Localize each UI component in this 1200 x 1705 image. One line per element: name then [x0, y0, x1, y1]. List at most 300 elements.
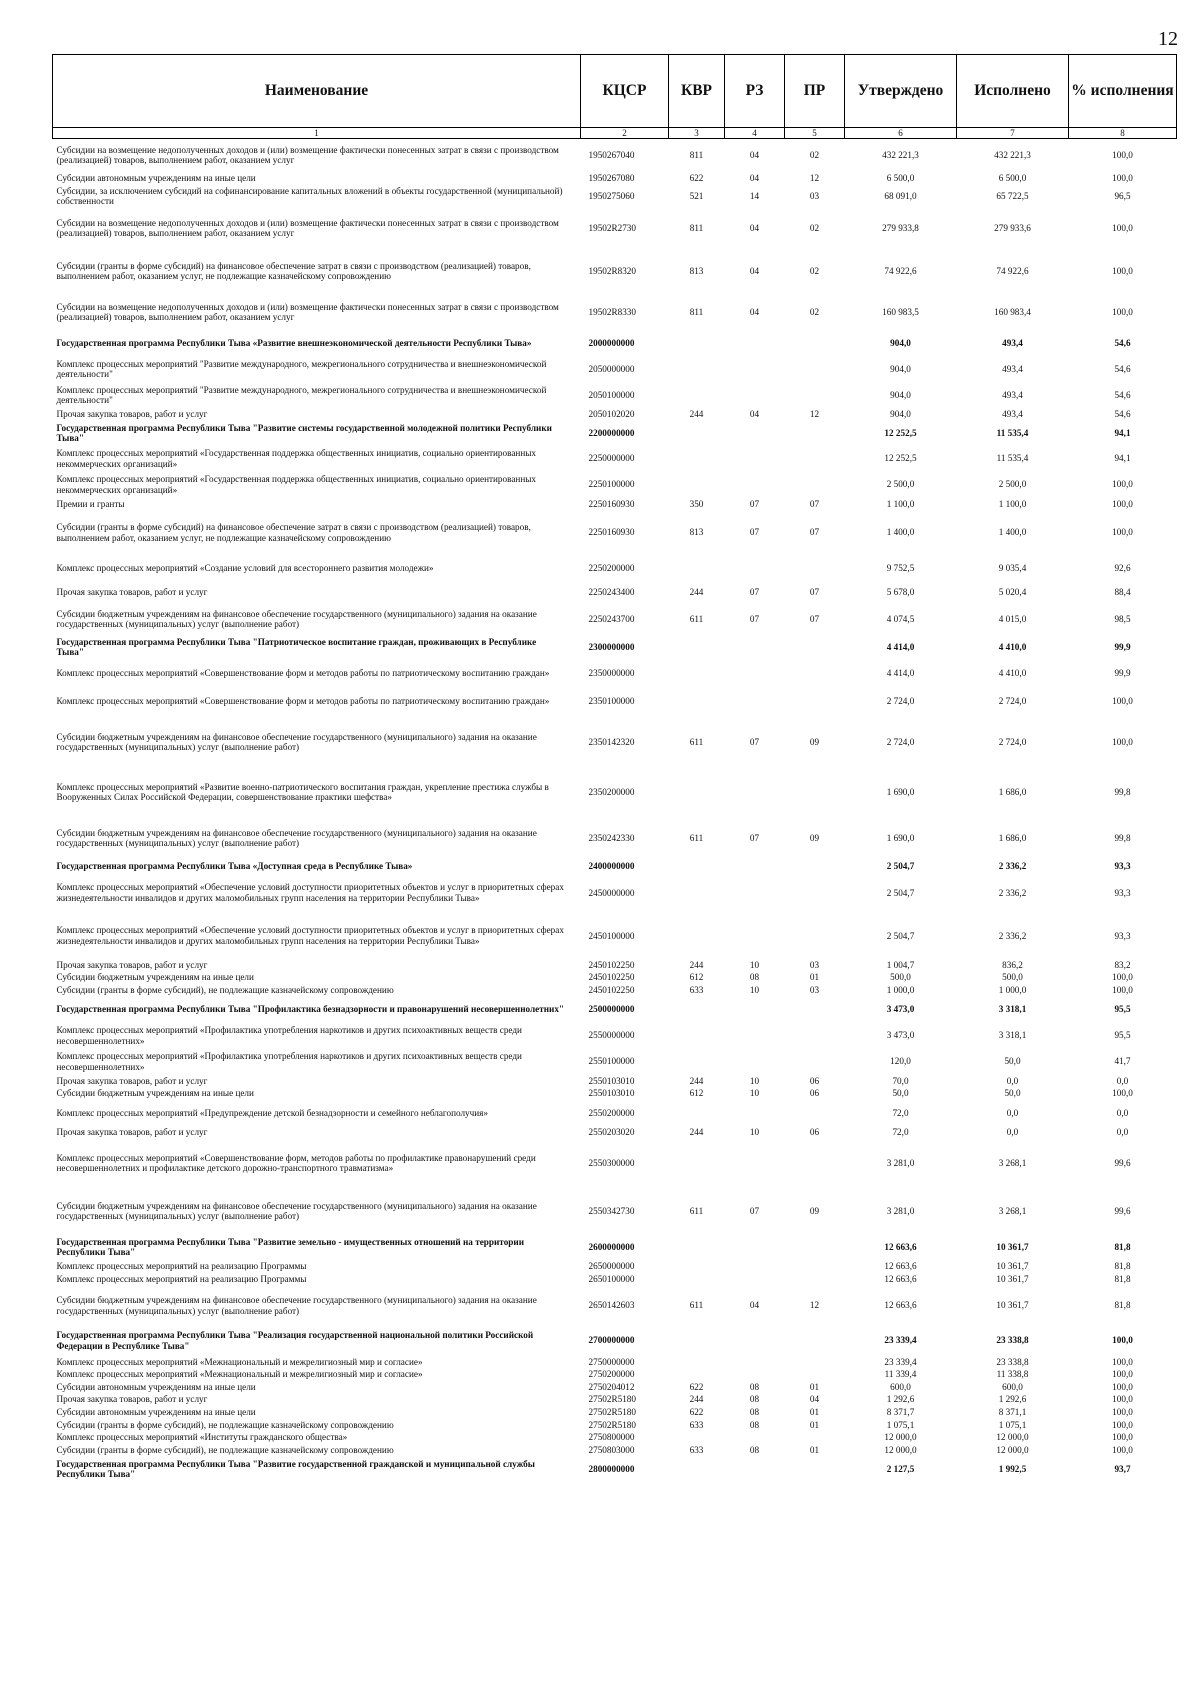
row-pr: 01	[809, 1407, 820, 1417]
row-kvr	[669, 913, 725, 959]
row-rz: 08	[749, 1407, 760, 1417]
table-row	[53, 971, 1177, 984]
column-number: 7	[957, 128, 1069, 139]
row-pr: 07	[809, 587, 820, 598]
row-executed: 1 400,0	[998, 527, 1027, 538]
row-executed: 160 983,4	[994, 306, 1031, 317]
row-pr	[785, 660, 845, 686]
row-kvr: 633	[689, 985, 704, 996]
row-name: Комплекс процессных мероприятий "Развитие международного, межрегионального сотрудничества и внешнеэкономической деятельности"	[56, 384, 547, 406]
table-row	[53, 1356, 1177, 1369]
row-name: Субсидии бюджетным учреждениям на иные цели	[56, 1088, 254, 1099]
row-rz: 10	[749, 1126, 760, 1137]
row-name: Комплекс процессных мероприятий "Развитие международного, межрегионального сотрудничества и внешнеэкономической деятельности"	[56, 358, 547, 380]
row-approved: 279 933,8	[882, 222, 919, 233]
table-row	[53, 184, 1177, 208]
row-executed: 836,2	[1002, 959, 1023, 970]
row-approved: 12 000,0	[884, 1432, 917, 1443]
table-body	[53, 139, 1177, 1483]
table-row	[53, 1126, 1177, 1139]
row-name: Комплекс процессных мероприятий «Обеспечение условий доступности приоритетных объектов и услуг в приоритетных сферах жизнедеятельности инвалидов и других маломобильных групп населения на территории Республики Тыва»	[56, 882, 564, 903]
row-rz: 07	[749, 832, 760, 843]
row-approved: 2 724,0	[886, 736, 915, 747]
row-kvr: 611	[689, 832, 704, 843]
row-name: Комплекс процессных мероприятий «Предупреждение детской безнадзорности и семейного неблагополучия»	[56, 1107, 488, 1118]
row-approved: 6 500,0	[886, 172, 915, 183]
row-pr: 03	[809, 985, 820, 996]
table-row	[53, 382, 1177, 408]
row-rz: 07	[749, 498, 760, 509]
row-kvr: 244	[689, 587, 704, 598]
table-row	[53, 913, 1177, 959]
row-kvr	[669, 1260, 725, 1273]
row-kcsr: 2800000000	[588, 1464, 635, 1475]
row-approved: 1 004,7	[886, 959, 915, 970]
row-kvr	[669, 686, 725, 716]
row-kvr: 611	[689, 1206, 704, 1217]
row-rz: 08	[749, 1419, 760, 1430]
table-row	[53, 581, 1177, 604]
table-row	[53, 1260, 1177, 1273]
row-kcsr: 2550103010	[588, 1075, 635, 1086]
table-row	[53, 860, 1177, 873]
row-approved: 68 091,0	[884, 190, 917, 201]
row-kcsr: 2750204012	[588, 1381, 635, 1392]
row-kcsr: 2000000000	[588, 337, 635, 348]
row-kcsr: 2250000000	[588, 453, 635, 464]
row-name: Премии и гранты	[56, 498, 125, 509]
row-approved: 2 724,0	[886, 695, 915, 706]
table-row	[53, 555, 1177, 581]
row-approved: 2 504,7	[886, 887, 915, 898]
row-kvr: 244	[689, 1126, 704, 1137]
row-executed: 3 268,1	[998, 1158, 1027, 1169]
row-pr	[785, 1456, 845, 1482]
row-kvr	[669, 421, 725, 446]
row-rz	[725, 913, 785, 959]
row-kcsr: 2350100000	[588, 695, 635, 706]
row-approved: 12 663,6	[884, 1261, 917, 1272]
row-rz: 07	[749, 527, 760, 538]
row-pr: 12	[809, 409, 820, 420]
table-row	[53, 1444, 1177, 1457]
row-kcsr: 2300000000	[588, 641, 635, 652]
row-rz: 10	[749, 1075, 760, 1086]
row-kcsr: 2250243700	[588, 613, 635, 624]
row-approved: 2 504,7	[886, 930, 915, 941]
row-approved: 12 252,5	[884, 427, 917, 438]
row-executed: 2 336,2	[998, 887, 1027, 898]
row-percent: 54,6	[1114, 363, 1131, 374]
column-number: 3	[669, 128, 725, 139]
row-rz: 08	[749, 1381, 760, 1392]
row-executed: 2 724,0	[998, 736, 1027, 747]
row-kcsr: 19502R8320	[588, 265, 636, 276]
row-kcsr: 2650000000	[588, 1261, 635, 1272]
row-executed: 12 000,0	[996, 1444, 1029, 1455]
row-percent: 93,3	[1114, 861, 1131, 872]
header-rz: РЗ	[725, 55, 785, 128]
row-rz: 07	[749, 736, 760, 747]
row-rz: 08	[749, 1444, 760, 1455]
row-kvr: 612	[689, 1088, 704, 1099]
row-kcsr: 1950267080	[588, 172, 635, 183]
row-executed: 4 410,0	[998, 641, 1027, 652]
row-approved: 600,0	[890, 1381, 911, 1392]
header-approved: Утверждено	[845, 55, 957, 128]
table-row	[53, 139, 1177, 172]
row-kvr: 811	[689, 222, 704, 233]
row-name: Субсидии на возмещение недополученных доходов и (или) возмещение фактически понесенных затрат в связи с производством (реализацией) товаров, выполнением работ, оказанием услуг	[56, 301, 559, 323]
table-row	[53, 1406, 1177, 1419]
row-rz	[725, 1049, 785, 1075]
row-kcsr: 2750000000	[588, 1356, 635, 1367]
row-approved: 120,0	[890, 1056, 911, 1067]
row-percent: 83,2	[1114, 959, 1131, 970]
row-pr	[785, 1326, 845, 1356]
row-kvr: 611	[689, 736, 704, 747]
row-pr	[785, 1431, 845, 1444]
row-kvr	[669, 768, 725, 816]
row-kcsr: 2050100000	[588, 389, 635, 400]
row-executed: 500,0	[1002, 972, 1023, 983]
row-approved: 12 000,0	[884, 1444, 917, 1455]
row-name: Государственная программа Республики Тыва "Развитие государственной гражданской и муниципальной службы Республики Тыва"	[56, 1458, 535, 1480]
row-executed: 8 371,1	[998, 1407, 1027, 1417]
row-approved: 12 663,6	[884, 1274, 917, 1285]
row-percent: 81,8	[1114, 1242, 1131, 1253]
row-percent: 81,8	[1114, 1274, 1131, 1285]
row-executed: 493,4	[1002, 337, 1023, 348]
page-number: 12	[1158, 28, 1178, 50]
row-pr: 04	[809, 1394, 820, 1405]
row-approved: 1 690,0	[886, 832, 915, 843]
row-name: Комплекс процессных мероприятий «Обеспечение условий доступности приоритетных объектов и услуг в приоритетных сферах жизнедеятельности инвалидов и других маломобильных групп населения на территории Республики Тыва»	[56, 925, 564, 946]
row-rz	[725, 997, 785, 1023]
row-pr	[785, 997, 845, 1023]
row-name: Субсидии (гранты в форме субсидий), не подлежащие казначейскому сопровождению	[56, 985, 394, 996]
table-row	[53, 1075, 1177, 1088]
row-rz	[725, 356, 785, 382]
table-row	[53, 446, 1177, 472]
row-percent: 100,0	[1112, 1394, 1133, 1405]
row-rz: 14	[749, 190, 760, 201]
row-executed: 600,0	[1002, 1381, 1023, 1392]
row-percent: 100,0	[1112, 1444, 1133, 1455]
row-kcsr: 2450100000	[588, 930, 635, 941]
row-approved: 500,0	[890, 972, 911, 983]
row-kvr: 612	[689, 972, 704, 983]
row-approved: 2 500,0	[886, 479, 915, 490]
row-approved: 3 473,0	[886, 1004, 915, 1015]
row-pr	[785, 768, 845, 816]
table-row	[53, 1049, 1177, 1075]
row-executed: 5 020,4	[998, 587, 1027, 598]
row-kvr	[669, 860, 725, 873]
row-name: Субсидии на возмещение недополученных доходов и (или) возмещение фактически понесенных затрат в связи с производством (реализацией) товаров, выполнением работ, оказанием услуг	[56, 144, 559, 166]
row-kcsr: 2550200000	[588, 1107, 635, 1118]
header-pr: ПР	[785, 55, 845, 128]
row-approved: 50,0	[892, 1088, 909, 1099]
row-executed: 0,0	[1006, 1107, 1019, 1118]
row-kcsr: 19502R8330	[588, 306, 636, 317]
row-rz: 07	[749, 1206, 760, 1217]
row-name: Государственная программа Республики Тыва "Профилактика безнадзорности и правонарушений несовершеннолетних"	[56, 1004, 565, 1015]
row-approved: 3 281,0	[886, 1206, 915, 1217]
row-kvr	[669, 472, 725, 498]
row-kcsr: 27502R5180	[588, 1419, 636, 1430]
row-executed: 0,0	[1006, 1075, 1019, 1086]
row-kvr	[669, 1456, 725, 1482]
row-kcsr: 2450102250	[588, 959, 635, 970]
row-executed: 2 336,2	[998, 861, 1027, 872]
row-kvr: 622	[689, 172, 704, 183]
row-kcsr: 2550300000	[588, 1158, 635, 1169]
row-name: Прочая закупка товаров, работ и услуг	[56, 409, 208, 420]
table-row	[53, 1393, 1177, 1406]
row-approved: 904,0	[890, 389, 911, 400]
row-executed: 493,4	[1002, 409, 1023, 420]
table-row	[53, 1100, 1177, 1126]
row-kcsr: 2250243400	[588, 587, 635, 598]
row-percent: 100,0	[1112, 1407, 1133, 1417]
row-rz	[725, 1260, 785, 1273]
row-rz: 04	[749, 306, 760, 317]
row-executed: 3 318,1	[998, 1004, 1027, 1015]
row-kcsr: 2450000000	[588, 887, 635, 898]
row-kcsr: 2750200000	[588, 1369, 635, 1380]
header-kcsr: КЦСР	[581, 55, 669, 128]
row-name: Комплекс процессных мероприятий «Межнациональный и межрелигиозный мир и согласие»	[56, 1369, 423, 1380]
row-percent: 100,0	[1112, 1088, 1133, 1099]
row-approved: 904,0	[890, 337, 911, 348]
table-row	[53, 1456, 1177, 1482]
row-pr: 02	[809, 306, 820, 317]
row-pr	[785, 1023, 845, 1049]
row-approved: 23 339,4	[884, 1356, 917, 1367]
row-kvr	[669, 997, 725, 1023]
row-pr: 02	[809, 222, 820, 233]
row-percent: 99,8	[1114, 832, 1131, 843]
row-approved: 160 983,5	[882, 306, 919, 317]
table-row	[53, 1023, 1177, 1049]
row-name: Прочая закупка товаров, работ и услуг	[56, 1126, 208, 1137]
row-approved: 1 690,0	[886, 786, 915, 797]
table-row	[53, 997, 1177, 1023]
row-rz	[725, 660, 785, 686]
column-number: 5	[785, 128, 845, 139]
row-name: Субсидии (гранты в форме субсидий), не подлежащие казначейскому сопровождению	[56, 1444, 394, 1455]
row-approved: 5 678,0	[886, 587, 915, 598]
table-row	[53, 356, 1177, 382]
table-row	[53, 768, 1177, 816]
table-row	[53, 208, 1177, 248]
row-percent: 0,0	[1116, 1126, 1129, 1137]
row-pr	[785, 1356, 845, 1369]
row-rz	[725, 1138, 785, 1188]
row-rz	[725, 1356, 785, 1369]
table-row	[53, 1273, 1177, 1286]
row-rz: 08	[749, 1394, 760, 1405]
row-name: Государственная программа Республики Тыва «Доступная среда в Республике Тыва»	[56, 861, 413, 872]
row-percent: 100,0	[1112, 972, 1133, 983]
row-kvr	[669, 1368, 725, 1381]
row-percent: 93,3	[1114, 887, 1131, 898]
row-rz	[725, 330, 785, 356]
row-executed: 12 000,0	[996, 1432, 1029, 1443]
row-kcsr: 27502R5180	[588, 1394, 636, 1405]
row-percent: 100,0	[1112, 527, 1133, 538]
row-executed: 10 361,7	[996, 1300, 1029, 1311]
row-approved: 4 414,0	[886, 667, 915, 678]
row-executed: 1 000,0	[998, 985, 1027, 996]
row-executed: 493,4	[1002, 389, 1023, 400]
row-rz	[725, 634, 785, 660]
table-row	[53, 686, 1177, 716]
row-name: Субсидии бюджетным учреждениям на финансовое обеспечение государственного (муниципального) задания на оказание государственных (муниципальных) услуг (выполнение работ)	[56, 827, 537, 849]
row-approved: 9 752,5	[886, 562, 915, 573]
row-kcsr: 2350242330	[588, 832, 635, 843]
table-row	[53, 510, 1177, 555]
row-kvr: 813	[689, 527, 704, 538]
row-rz	[725, 686, 785, 716]
row-kvr: 521	[689, 190, 704, 201]
row-executed: 1 075,1	[998, 1419, 1027, 1430]
row-rz	[725, 1456, 785, 1482]
table-header-row	[53, 55, 1177, 128]
table-row	[53, 294, 1177, 330]
row-approved: 1 100,0	[886, 498, 915, 509]
column-number: 4	[725, 128, 785, 139]
header-executed: Исполнено	[957, 55, 1069, 128]
row-pr	[785, 634, 845, 660]
row-name: Комплекс процессных мероприятий на реализацию Программы	[56, 1274, 307, 1285]
row-pr: 07	[809, 498, 820, 509]
row-pr: 12	[809, 1300, 820, 1311]
row-rz: 04	[749, 265, 760, 276]
row-approved: 72,0	[892, 1126, 909, 1137]
row-kcsr: 2450102250	[588, 985, 635, 996]
row-percent: 100,0	[1112, 695, 1133, 706]
table-row	[53, 421, 1177, 446]
row-percent: 100,0	[1112, 222, 1133, 233]
row-rz: 07	[749, 613, 760, 624]
row-percent: 100,0	[1112, 265, 1133, 276]
column-number-row	[53, 128, 1177, 139]
row-kcsr: 27502R5180	[588, 1407, 636, 1417]
table-row	[53, 984, 1177, 997]
row-executed: 1 686,0	[998, 786, 1027, 797]
row-name: Комплекс процессных мероприятий «Межнациональный и межрелигиозный мир и согласие»	[56, 1356, 423, 1367]
table-row	[53, 716, 1177, 768]
row-percent: 99,9	[1114, 641, 1131, 652]
row-rz: 04	[749, 172, 760, 183]
row-rz	[725, 555, 785, 581]
row-executed: 2 336,2	[998, 930, 1027, 941]
row-approved: 3 473,0	[886, 1030, 915, 1041]
row-pr	[785, 860, 845, 873]
row-percent: 81,8	[1114, 1261, 1131, 1272]
row-executed: 0,0	[1006, 1126, 1019, 1137]
row-pr: 07	[809, 613, 820, 624]
row-approved: 904,0	[890, 409, 911, 420]
row-rz	[725, 446, 785, 472]
row-kcsr: 2350142320	[588, 736, 635, 747]
row-kvr: 611	[689, 613, 704, 624]
row-name: Субсидии бюджетным учреждениям на финансовое обеспечение государственного (муниципального) задания на оказание государственных (муниципальных) услуг (выполнение работ)	[56, 731, 537, 753]
row-executed: 1 686,0	[998, 832, 1027, 843]
row-percent: 100,0	[1112, 1356, 1133, 1367]
row-kvr: 244	[689, 409, 704, 420]
row-kcsr: 19502R2730	[588, 222, 636, 233]
row-executed: 493,4	[1002, 363, 1023, 374]
row-name: Субсидии бюджетным учреждениям на иные цели	[56, 972, 254, 983]
row-name: Государственная программа Республики Тыва "Развитие земельно - имущественных отношений на территории Республики Тыва"	[56, 1236, 524, 1258]
row-name: Государственная программа Республики Тыва «Развитие внешнеэкономической деятельности Республики Тыва»	[56, 337, 532, 348]
row-approved: 4 074,5	[886, 613, 915, 624]
row-executed: 2 500,0	[998, 479, 1027, 490]
row-rz	[725, 382, 785, 408]
row-kcsr: 2550103010	[588, 1088, 635, 1099]
row-rz: 04	[749, 222, 760, 233]
row-kvr	[669, 446, 725, 472]
table-row	[53, 1431, 1177, 1444]
row-kvr	[669, 1049, 725, 1075]
row-pr: 09	[809, 736, 820, 747]
row-pr: 06	[809, 1075, 820, 1086]
header-name: Наименование	[53, 55, 581, 128]
row-kcsr: 2050102020	[588, 409, 635, 420]
row-name: Субсидии автономным учреждениям на иные цели	[56, 1381, 256, 1392]
row-pr: 03	[809, 190, 820, 201]
row-rz	[725, 1368, 785, 1381]
row-executed: 6 500,0	[998, 172, 1027, 183]
row-executed: 11 338,8	[996, 1369, 1029, 1380]
row-kcsr: 2550000000	[588, 1030, 635, 1041]
row-percent: 41,7	[1114, 1056, 1131, 1067]
row-kvr: 244	[689, 959, 704, 970]
table-row	[53, 1368, 1177, 1381]
table-row	[53, 816, 1177, 860]
column-number: 8	[1069, 128, 1177, 139]
row-percent: 100,0	[1112, 1369, 1133, 1380]
row-pr: 01	[809, 1444, 820, 1455]
row-executed: 10 361,7	[996, 1274, 1029, 1285]
row-pr: 02	[809, 149, 820, 160]
row-approved: 432 221,3	[882, 149, 919, 160]
row-percent: 88,4	[1114, 587, 1131, 598]
row-pr: 07	[809, 527, 820, 538]
row-name: Субсидии, за исключением субсидий на софинансирование капитальных вложений в объекты государственной (муниципальной) собственности	[56, 185, 563, 207]
row-name: Комплекс процессных мероприятий на реализацию Программы	[56, 1261, 307, 1272]
row-kcsr: 2450102250	[588, 972, 635, 983]
row-percent: 54,6	[1114, 337, 1131, 348]
row-percent: 95,5	[1114, 1030, 1131, 1041]
table-row	[53, 172, 1177, 185]
row-percent: 96,5	[1114, 190, 1131, 201]
row-kvr: 813	[689, 265, 704, 276]
table-row	[53, 604, 1177, 634]
row-executed: 11 535,4	[996, 427, 1029, 438]
row-percent: 0,0	[1116, 1075, 1129, 1086]
row-kvr: 611	[689, 1300, 704, 1311]
row-kvr	[669, 1100, 725, 1126]
row-approved: 904,0	[890, 363, 911, 374]
row-name: Комплекс процессных мероприятий «Создание условий для всестороннего развития молодежи»	[56, 562, 434, 573]
row-pr	[785, 555, 845, 581]
row-rz	[725, 768, 785, 816]
row-approved: 1 400,0	[886, 527, 915, 538]
